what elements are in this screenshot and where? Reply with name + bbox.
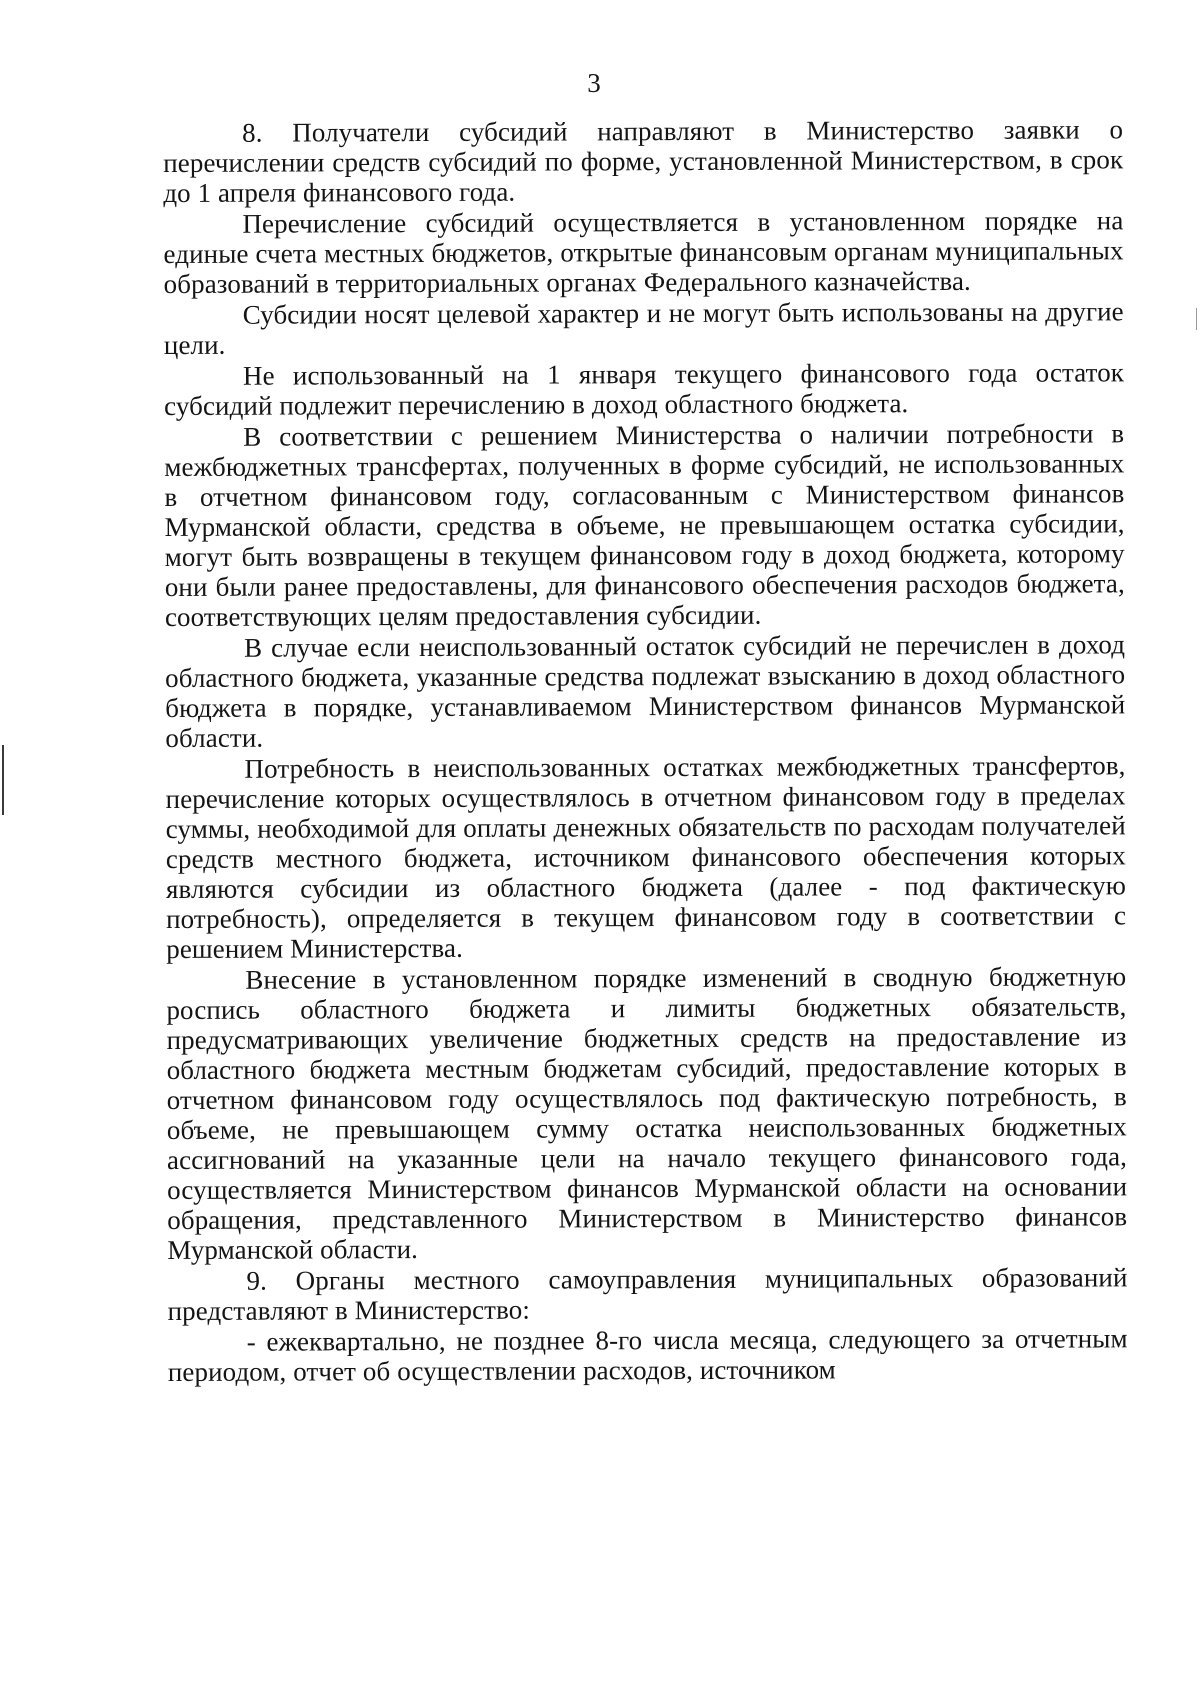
page-number: 3 (587, 68, 601, 98)
paragraph: Перечисление субсидий осуществляется в установленном порядке на единые счета местных бюджетов, открытые финансовым органам муниципальных образований в территориальных органах Федерального казначейства. (163, 205, 1124, 299)
paragraph: Не использованный на 1 января текущего финансового года остаток субсидий подлежит перечислению в доход областного бюджета. (164, 357, 1125, 421)
paragraph: Внесение в установленном порядке изменений в сводную бюджетную роспись областного бюджета и лимиты бюджетных обязательств, предусматривающих увеличение бюджетных средств на предоставление из областного бюджета местным бюджетам субсидий, предоставление которых в отчетном финансовом году осуществлялось под фактическую потребность, в объеме, не превышающем сумму остатка неиспользованных бюджетных ассигнований на указанные цели на начало текущего финансового года, осуществляется Министерством финансов Мурманской области на основании обращения, представленного Министерством в Министерство финансов Мурманской области. (166, 961, 1128, 1265)
paragraph: В соответствии с решением Министерства о наличии потребности в межбюджетных трансфертах, полученных в форме субсидий, не использованных в отчетном финансовом году, согласованным с Министерством финансов Мурманской области, средства в объеме, не превышающем остатка субсидии, могут быть возвращены в текущем финансовом году в доход бюджета, которому они были ранее предоставлены, для финансового обеспечения расходов бюджета, соответствующих целям предоставления субсидии. (164, 418, 1125, 632)
paragraph: 8. Получатели субсидий направляют в Министерство заявки о перечислении средств субсидий по форме, установленной Министерством, в срок до 1 апреля финансового года. (163, 114, 1124, 208)
document-body (163, 114, 1128, 1388)
paragraph: В случае если неиспользованный остаток субсидий не перечислен в доход областного бюджета, указанные средства подлежат взысканию в доход областного бюджета в порядке, устанавливаемом Министерством финансов Мурманской области. (165, 629, 1126, 753)
scan-edge-mark (2, 745, 4, 815)
paragraph: Субсидии носят целевой характер и не могут быть использованы на другие цели. (163, 296, 1124, 360)
paragraph: 9. Органы местного самоуправления муниципальных образований представляют в Министерство: (167, 1262, 1128, 1326)
paragraph: - ежеквартально, не позднее 8-го числа месяца, следующего за отчетным периодом, отчет об осуществлении расходов, источником (167, 1323, 1128, 1387)
paragraph: Потребность в неиспользованных остатках межбюджетных трансфертов, перечисление которых осуществлялось в отчетном финансовом году в пределах суммы, необходимой для оплаты денежных обязательств по расходам получателей средств местного бюджета, источником финансового обеспечения которых являются субсидии из областного бюджета (далее - под фактическую потребность), определяется в текущем финансовом году в соответствии с решением Министерства. (165, 750, 1127, 964)
scan-edge-mark (1196, 308, 1197, 330)
